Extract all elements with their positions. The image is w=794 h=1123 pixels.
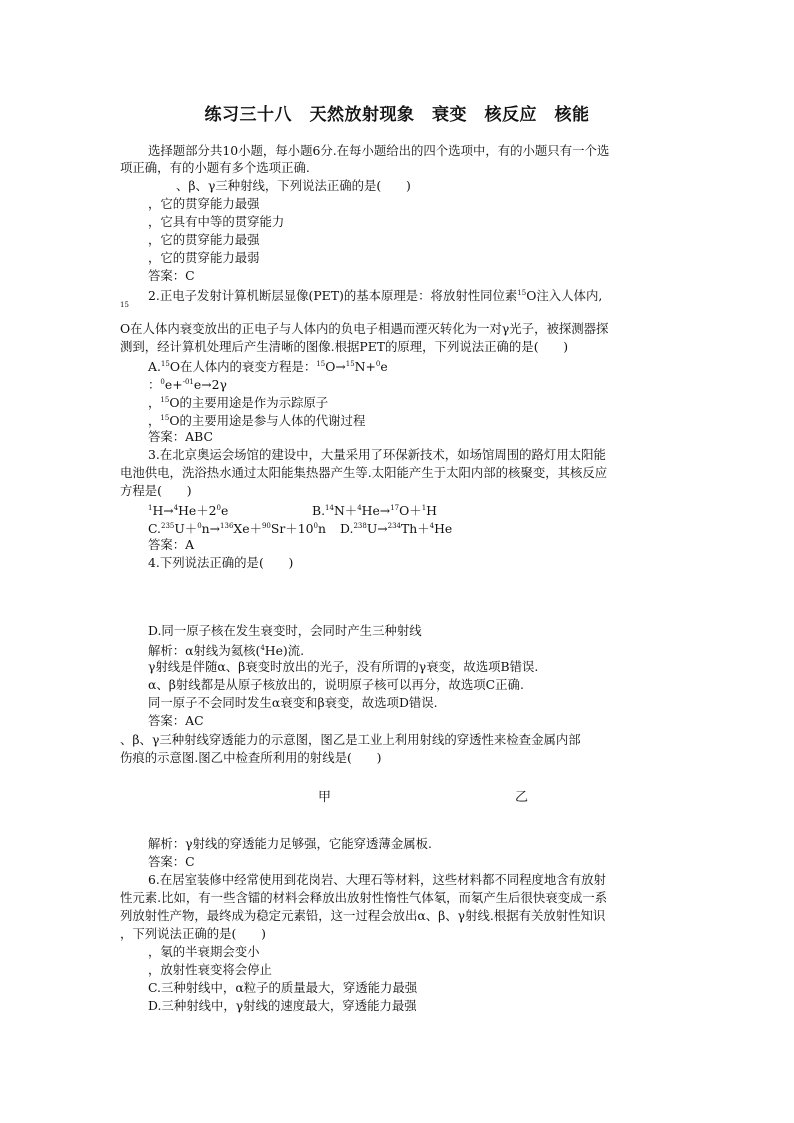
q3-c-t1: U＋ xyxy=(174,521,198,536)
q3-d-sup2: 234 xyxy=(387,522,402,530)
q5-stem-line-1: 、β、γ三种射线穿透能力的示意图，图乙是工业上利用射线的穿透性来检查金属内部 xyxy=(120,732,581,747)
q3-c-t2: n→ xyxy=(201,521,221,536)
q4-explanation-3: α、β射线都是从原子核放出的，说明原子核可以再分，故选项C正确. xyxy=(148,677,524,692)
q3-b-sup3: 17 xyxy=(390,504,400,512)
q2-a-text: O在人体内的衰变方程是： xyxy=(169,359,317,374)
q4-option-d: D.同一原子核在发生衰变时，会同时产生三种射线 xyxy=(148,623,422,638)
q3-b-t3: O＋ xyxy=(399,503,422,518)
q2-b-text: e+ xyxy=(164,377,183,392)
q3-d-label: D. xyxy=(340,521,354,536)
q2-a-sup4: 0 xyxy=(375,360,381,368)
q3-c-sup5: 0 xyxy=(313,522,318,530)
intro-line-2: 项正确，有的小题有多个选项正确. xyxy=(120,160,310,175)
q3-c-t4: Sr＋10 xyxy=(270,521,314,536)
q2-b-sup1: 0 xyxy=(160,378,165,386)
q3-a-t2: He＋2 xyxy=(178,503,217,518)
q3-d-t2: Th＋ xyxy=(401,521,430,536)
q3-d-t1: U→ xyxy=(366,521,388,536)
q3-b-sup1: 14 xyxy=(325,504,334,512)
q1-option-d: ，它的贯穿能力最弱 xyxy=(148,250,260,265)
q3-option-b xyxy=(312,500,437,519)
q3-b-t1: N＋ xyxy=(333,503,358,518)
q3-c-sup3: 136 xyxy=(220,522,234,530)
q3-b-label: B. xyxy=(312,503,326,518)
q3-answer: 答案：A xyxy=(148,537,195,552)
q3-stem-line-1: 3.在北京奥运会场馆的建设中，大量采用了环保新技术，如场馆周围的路灯用太阳能 xyxy=(148,447,606,462)
q3-option-d xyxy=(340,518,452,537)
q6-option-c: C.三种射线中，α粒子的质量最大，穿透能力最强 xyxy=(148,980,418,995)
q3-a-sup2: 4 xyxy=(173,504,179,512)
q3-option-a xyxy=(148,500,228,519)
q4-explanation-4: 同一原子不会同时发生α衰变和β衰变，故选项D错误. xyxy=(148,695,438,710)
q5-answer: 答案：C xyxy=(148,854,195,869)
q1-option-c: ，它的贯穿能力最强 xyxy=(148,232,260,247)
q2-option-c xyxy=(148,392,328,411)
q2-option-d xyxy=(148,410,365,429)
q2-stem-1a: 2.正电子发射计算机断层显像(PET)的基本原理是：将放射性同位素 xyxy=(148,288,518,303)
q5-explanation: 解析：γ射线的穿透能力足够强，它能穿透薄金属板. xyxy=(148,836,432,851)
page-title: 练习三十八 天然放射现象 衰变 核反应 核能 xyxy=(204,105,590,125)
intro-line-1: 选择题部分共10小题，每小题6分.在每小题给出的四个选项中，有的小题只有一个选 xyxy=(148,143,610,158)
q3-b-t2: He→ xyxy=(361,503,391,518)
q6-option-b: ，放射性衰变将会停止 xyxy=(148,962,272,977)
q2-fragment-sup: 15 xyxy=(120,301,129,309)
q4-ex1-end: He)流. xyxy=(264,643,305,658)
q6-stem-line-4: ，下列说法正确的是( ) xyxy=(120,926,266,941)
q2-stem-line-3: 测到，经计算机处理后产生清晰的图像.根据PET的原理，下列说法正确的是( ) xyxy=(120,339,569,354)
q3-d-t3: He xyxy=(434,521,453,536)
q2-d-label: ， xyxy=(148,413,161,428)
q2-a-sup3: 15 xyxy=(345,360,355,368)
q2-a-sup1: 15 xyxy=(160,360,170,368)
q2-a-label: A. xyxy=(148,359,161,374)
q2-answer: 答案：ABC xyxy=(148,429,213,444)
q2-c-label: ， xyxy=(148,395,161,410)
q3-c-sup1: 235 xyxy=(160,522,175,530)
q6-stem-line-1: 6.在居室装修中经常使用到花岗岩、大理石等材料，这些材料都不同程度地含有放射 xyxy=(148,872,606,887)
q4-explanation-1 xyxy=(148,640,304,659)
q6-option-d: D.三种射线中，γ射线的速度最大，穿透能力最强 xyxy=(148,998,417,1013)
q6-option-a: ，氡的半衰期会变小 xyxy=(148,944,260,959)
q4-ex1-text: 解析：α射线为氦核( xyxy=(148,643,261,658)
q2-b-sup2: -0 xyxy=(182,378,190,386)
q3-d-sup3: 4 xyxy=(429,522,435,530)
q4-ex1-sup: 4 xyxy=(260,644,265,652)
q3-b-sup2: 4 xyxy=(357,504,362,512)
q1-stem: 、β、γ三种射线，下列说法正确的是( ) xyxy=(176,178,411,193)
q3-a-sup3: 0 xyxy=(216,504,222,512)
q3-c-sup4: 90 xyxy=(261,522,271,530)
q3-option-c xyxy=(148,518,326,537)
q2-c-text: O的主要用途是作为示踪原子 xyxy=(169,395,329,410)
q2-d-sup: 15 xyxy=(160,414,170,422)
q2-a-text2: O→ xyxy=(325,359,346,374)
q1-option-a: ，它的贯穿能力最强 xyxy=(148,196,260,211)
q3-c-t3: Xe＋ xyxy=(233,521,262,536)
q2-b-end: e→2γ xyxy=(193,377,227,392)
q4-answer: 答案：AC xyxy=(148,713,204,728)
q3-a-t1: H→ xyxy=(152,503,174,518)
q2-b-label: ： xyxy=(148,377,161,392)
q6-stem-line-2: 性元素.比如，有一些含镭的材料会释放出放射性惰性气体氡，而氡产生后很快衰变成一系 xyxy=(120,890,608,905)
q6-stem-line-3: 列放射性产物，最终成为稳定元素铅，这一过程会放出α、β、γ射线.根据有关放射性知识 xyxy=(120,908,606,923)
q2-b-sup3: 1 xyxy=(189,378,194,386)
q2-option-b xyxy=(148,374,227,393)
q2-option-a xyxy=(148,356,388,375)
q4-explanation-2: γ射线是伴随α、β衰变时放出的光子，没有所谓的γ衰变，故选项B错误. xyxy=(148,659,539,674)
q5-stem-line-2: 伤痕的示意图.图乙中检查所利用的射线是( ) xyxy=(120,750,382,765)
q3-b-t4: H xyxy=(426,503,437,518)
q3-c-sup2: 0 xyxy=(197,522,202,530)
q4-stem: 4.下列说法正确的是( ) xyxy=(148,555,294,570)
q3-d-sup1: 238 xyxy=(353,522,367,530)
q2-a-text3: N+ xyxy=(354,359,376,374)
q2-stem-1-sup: 15 xyxy=(517,289,527,297)
q3-b-sup4: 1 xyxy=(421,504,427,512)
q1-answer: 答案：C xyxy=(148,268,195,283)
q3-stem-line-3: 方程是( ) xyxy=(120,483,192,498)
q1-option-b: ，它具有中等的贯穿能力 xyxy=(148,214,285,229)
q3-a-t3: e xyxy=(221,503,229,518)
q2-a-sup2: 15 xyxy=(316,360,326,368)
figure-caption-jia: 甲 xyxy=(318,790,332,805)
q3-stem-line-2: 电池供电，洗浴热水通过太阳能集热器产生等.太阳能产生于太阳内部的核聚变，其核反应 xyxy=(120,465,608,480)
q2-d-text: O的主要用途是参与人体的代谢过程 xyxy=(169,413,366,428)
q3-a-sup1: 1 xyxy=(148,504,153,512)
q2-stem-1b: O注入人体内, xyxy=(526,288,603,303)
figure-caption-yi: 乙 xyxy=(515,790,529,805)
q2-stem-line-2: O在人体内衰变放出的正电子与人体内的负电子相遇而湮灭转化为一对γ光子，被探测器探 xyxy=(120,321,609,336)
q2-c-sup: 15 xyxy=(160,396,170,404)
q2-stem-line-1 xyxy=(148,285,602,304)
q3-c-label: C. xyxy=(148,521,161,536)
q2-a-end: e xyxy=(380,359,388,374)
q3-c-t5: n xyxy=(317,521,326,536)
